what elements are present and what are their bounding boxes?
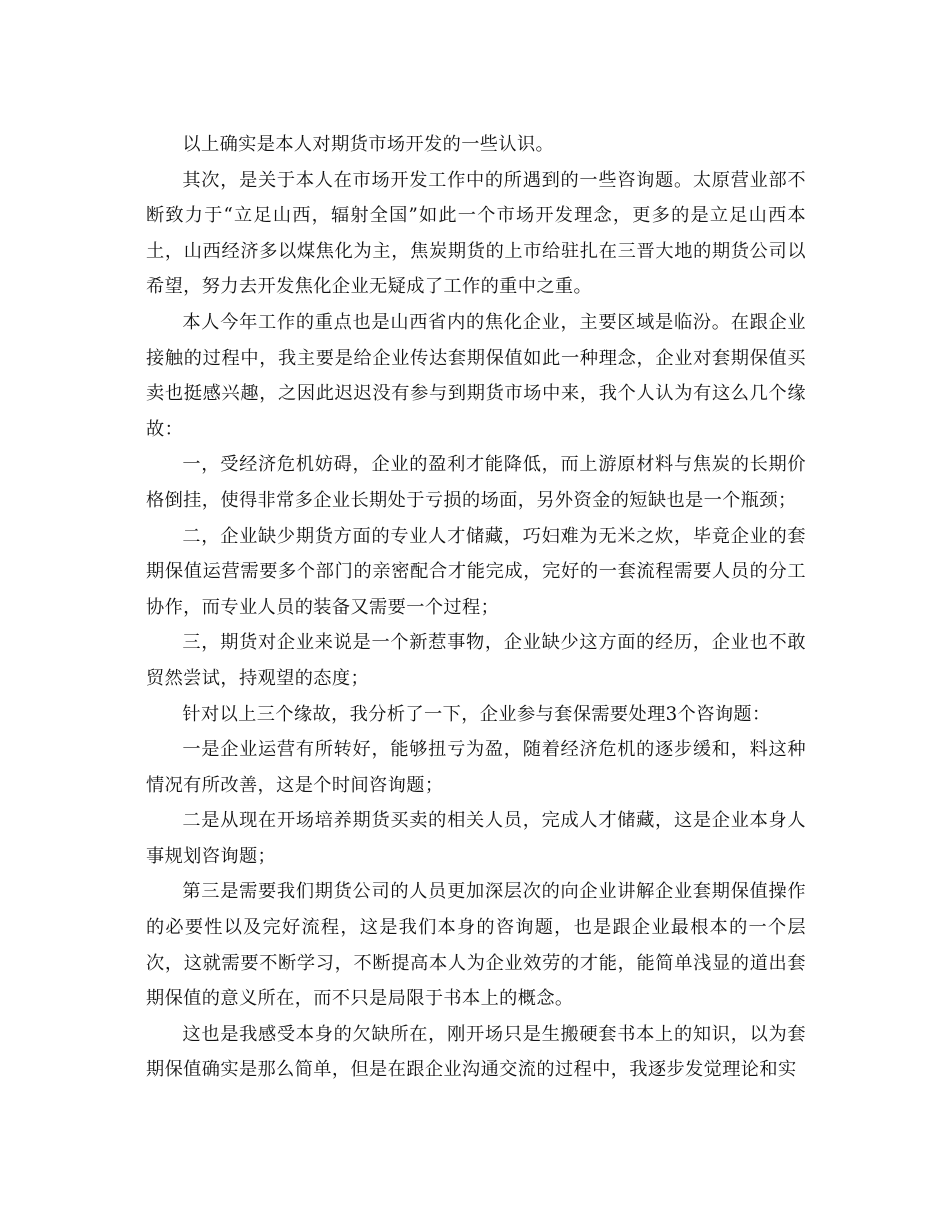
- paragraph-6: 三，期货对企业来说是一个新惹事物，企业缺少这方面的经历，企业也不敢贸然尝试，持观望的态度；: [146, 632, 806, 689]
- paragraph-9: 二是从现在开场培养期货买卖的相关人员，完成人才储藏，这是企业本身人事规划咨询题；: [146, 810, 806, 867]
- paragraph-1: 以上确实是本人对期货市场开发的一些认识。: [182, 134, 555, 155]
- paragraph-11: 这也是我感受本身的欠缺所在，刚开场只是生搬硬套书本上的知识，以为套期保值确实是那么简单，但是在跟企业沟通交流的过程中，我逐步发觉理论和实: [146, 1023, 806, 1081]
- paragraph-7: 针对以上三个缘故，我分析了一下，企业参与套保需要处理3个咨询题：: [182, 703, 771, 725]
- paragraph-2: 其次，是关于本人在市场开发工作中的所遇到的一些咨询题。太原营业部不断致力于“立足山西，辐射全国”如此一个市场开发理念，更多的是立足山西本土，山西经济多以煤焦化为主，焦炭期货的上市给驻扎在三晋大地的期货公司以希望，努力去开发焦化企业无疑成了工作的重中之重。: [146, 169, 806, 298]
- document-body: [146, 127, 806, 1088]
- paragraph-8: 一是企业运营有所转好，能够扭亏为盈，随着经济危机的逐步缓和，料这种情况有所改善，这是个时间咨询题；: [146, 739, 806, 796]
- paragraph-10: 第三是需要我们期货公司的人员更加深层次的向企业讲解企业套期保值操作的必要性以及完好流程，这是我们本身的咨询题，也是跟企业最根本的一个层次，这就需要不断学习，不断提高本人为企业效劳的才能，能简单浅显的道出套期保值的意义所在，而不只是局限于书本上的概念。: [146, 881, 806, 1010]
- paragraph-4: 一，受经济危机妨碍，企业的盈利才能降低，而上游原材料与焦炭的长期价格倒挂，使得非常多企业长期处于亏损的场面，另外资金的短缺也是一个瓶颈；: [146, 454, 806, 511]
- paragraph-5: 二，企业缺少期货方面的专业人才储藏，巧妇难为无米之炊，毕竟企业的套期保值运营需要多个部门的亲密配合才能完成，完好的一套流程需要人员的分工协作，而专业人员的装备又需要一个过程；: [146, 525, 806, 618]
- paragraph-3: 本人今年工作的重点也是山西省内的焦化企业，主要区域是临汾。在跟企业接触的过程中，我主要是给企业传达套期保值如此一种理念，企业对套期保值买卖也挺感兴趣，之因此迟迟没有参与到期货市场中来，我个人认为有这么几个缘故：: [146, 311, 806, 440]
